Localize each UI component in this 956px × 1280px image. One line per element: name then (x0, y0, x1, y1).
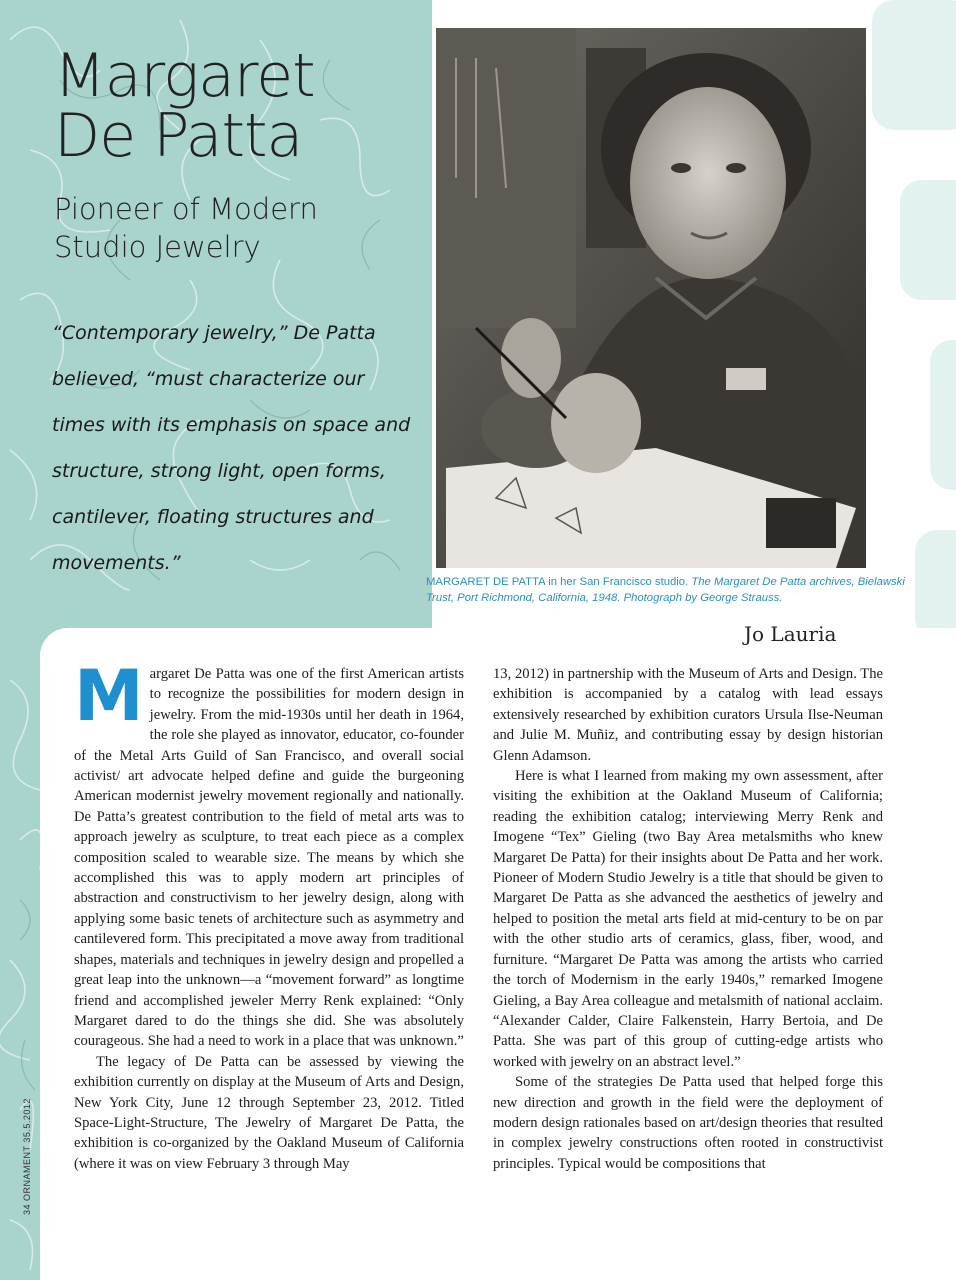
author-byline: Jo Lauria (744, 622, 837, 646)
article-column-left (74, 655, 464, 1174)
paragraph (74, 655, 464, 1052)
article-column-right (493, 664, 883, 1174)
portrait-photo (436, 28, 866, 568)
caption-lead: MARGARET DE PATTA in her San Francisco studio. (426, 576, 689, 588)
paragraph-text: argaret De Patta was one of the first American artists to recognize the possibilities for modern design in jewelry. From the mid-1930s until her death in 1964, the role she played as innovator, educator, co-founder of the Metal Arts Guild of San Francisco, and overall social activist/ art advocate helped define and guide the burgeoning American modernist jewelry movement regionally and nationally. De Patta’s greatest contribution to the field of metal arts was to approach jewelry as sculpture, to treat each piece as a complex composition scaled to wearable size. The means by which she accomplished this was to apply modern art principles of abstraction and constructivism to her jewelry design, along with applying some basic tenets of architecture such as asymmetry and cantilevered form. This precipitated a move away from traditional shapes, materials and techniques in jewelry design and propelled a great leap into the unknown—a “movement forward” as longtime friend and accomplished jeweler Merry Renk explained: “Only Margaret dared to do the things she did. She was absolutely courageous. She had a need to work in a place that was unknown.” (74, 666, 464, 1050)
title-line: De Patta (54, 101, 303, 171)
paragraph: Here is what I learned from making my own assessment, after visiting the exhibition at the Oakland Museum of California; reading the exhibition catalog; interviewing Merry Renk and Imogene “Tex” Gieling (two Bay Area metalsmiths who knew Margaret De Patta) for their insights about De Patta and her work. Pioneer of Modern Studio Jewelry is a title that should be given to Margaret De Patta as she advanced the aesthetics of jewelry and helped to position the metal arts field at mid-century to be on par with the other studio arts of ceramics, glass, fiber, wood, and furniture. “Margaret De Patta was among the artists who carried the torch of Modernism in the early 1940s,” remarked Imogene Gieling, a Bay Area colleague and metalsmith of national acclaim. “Alexander Calder, Claire Falkenstein, Harry Bertoia, and De Patta. She was part of this group of cutting-edge artists who worked with jewelry on an abstract level.” (493, 768, 883, 1070)
pull-quote: “Contemporary jewelry,” De Patta believed, “must characterize our times with its emphasis on space and structure, strong light, open forms, cantilever, floating structures and movements.” (52, 322, 411, 574)
drop-cap: M (74, 655, 144, 737)
subtitle-line: Pioneer of Modern (54, 192, 318, 226)
caption-credit: The Margaret De Patta archives, Bielawski Trust, Port Richmond, California, 1948. Photograph by George Strauss. (426, 576, 905, 604)
paragraph: Some of the strategies De Patta used that helped forge this new direction and growth in the field were the deployment of modern design rationales based on art/design theories that resulted in complex jewelry constructions often rooted in constructivist principles. Typical would be compositions that (493, 1074, 883, 1172)
article-title (54, 41, 434, 171)
photo-caption (426, 574, 926, 606)
article-subtitle (54, 190, 414, 266)
title-line: Margaret (54, 41, 315, 111)
portrait-illustration (436, 28, 866, 568)
page-folio: 34 ORNAMENT 35.5.2012 (22, 1098, 32, 1215)
paragraph: 13, 2012) in partnership with the Museum of Arts and Design. The exhibition is accompanied by a catalog with lead essays extensively researched by exhibition curators Ursula Ilse-Neuman and Julie M. Muñiz, and contributing essay by design historian Glenn Adamson. (493, 666, 883, 764)
paragraph: The legacy of De Patta can be assessed by viewing the exhibition currently on display at the Museum of Arts and Design, New York City, June 12 through September 23, 2012. Titled Space-Light-Structure, The Jewelry of Margaret De Patta, the exhibition is co-organized by the Oakland Museum of California (where it was on view February 3 through May (74, 1053, 464, 1172)
subtitle-line: Studio Jewelry (54, 230, 261, 264)
